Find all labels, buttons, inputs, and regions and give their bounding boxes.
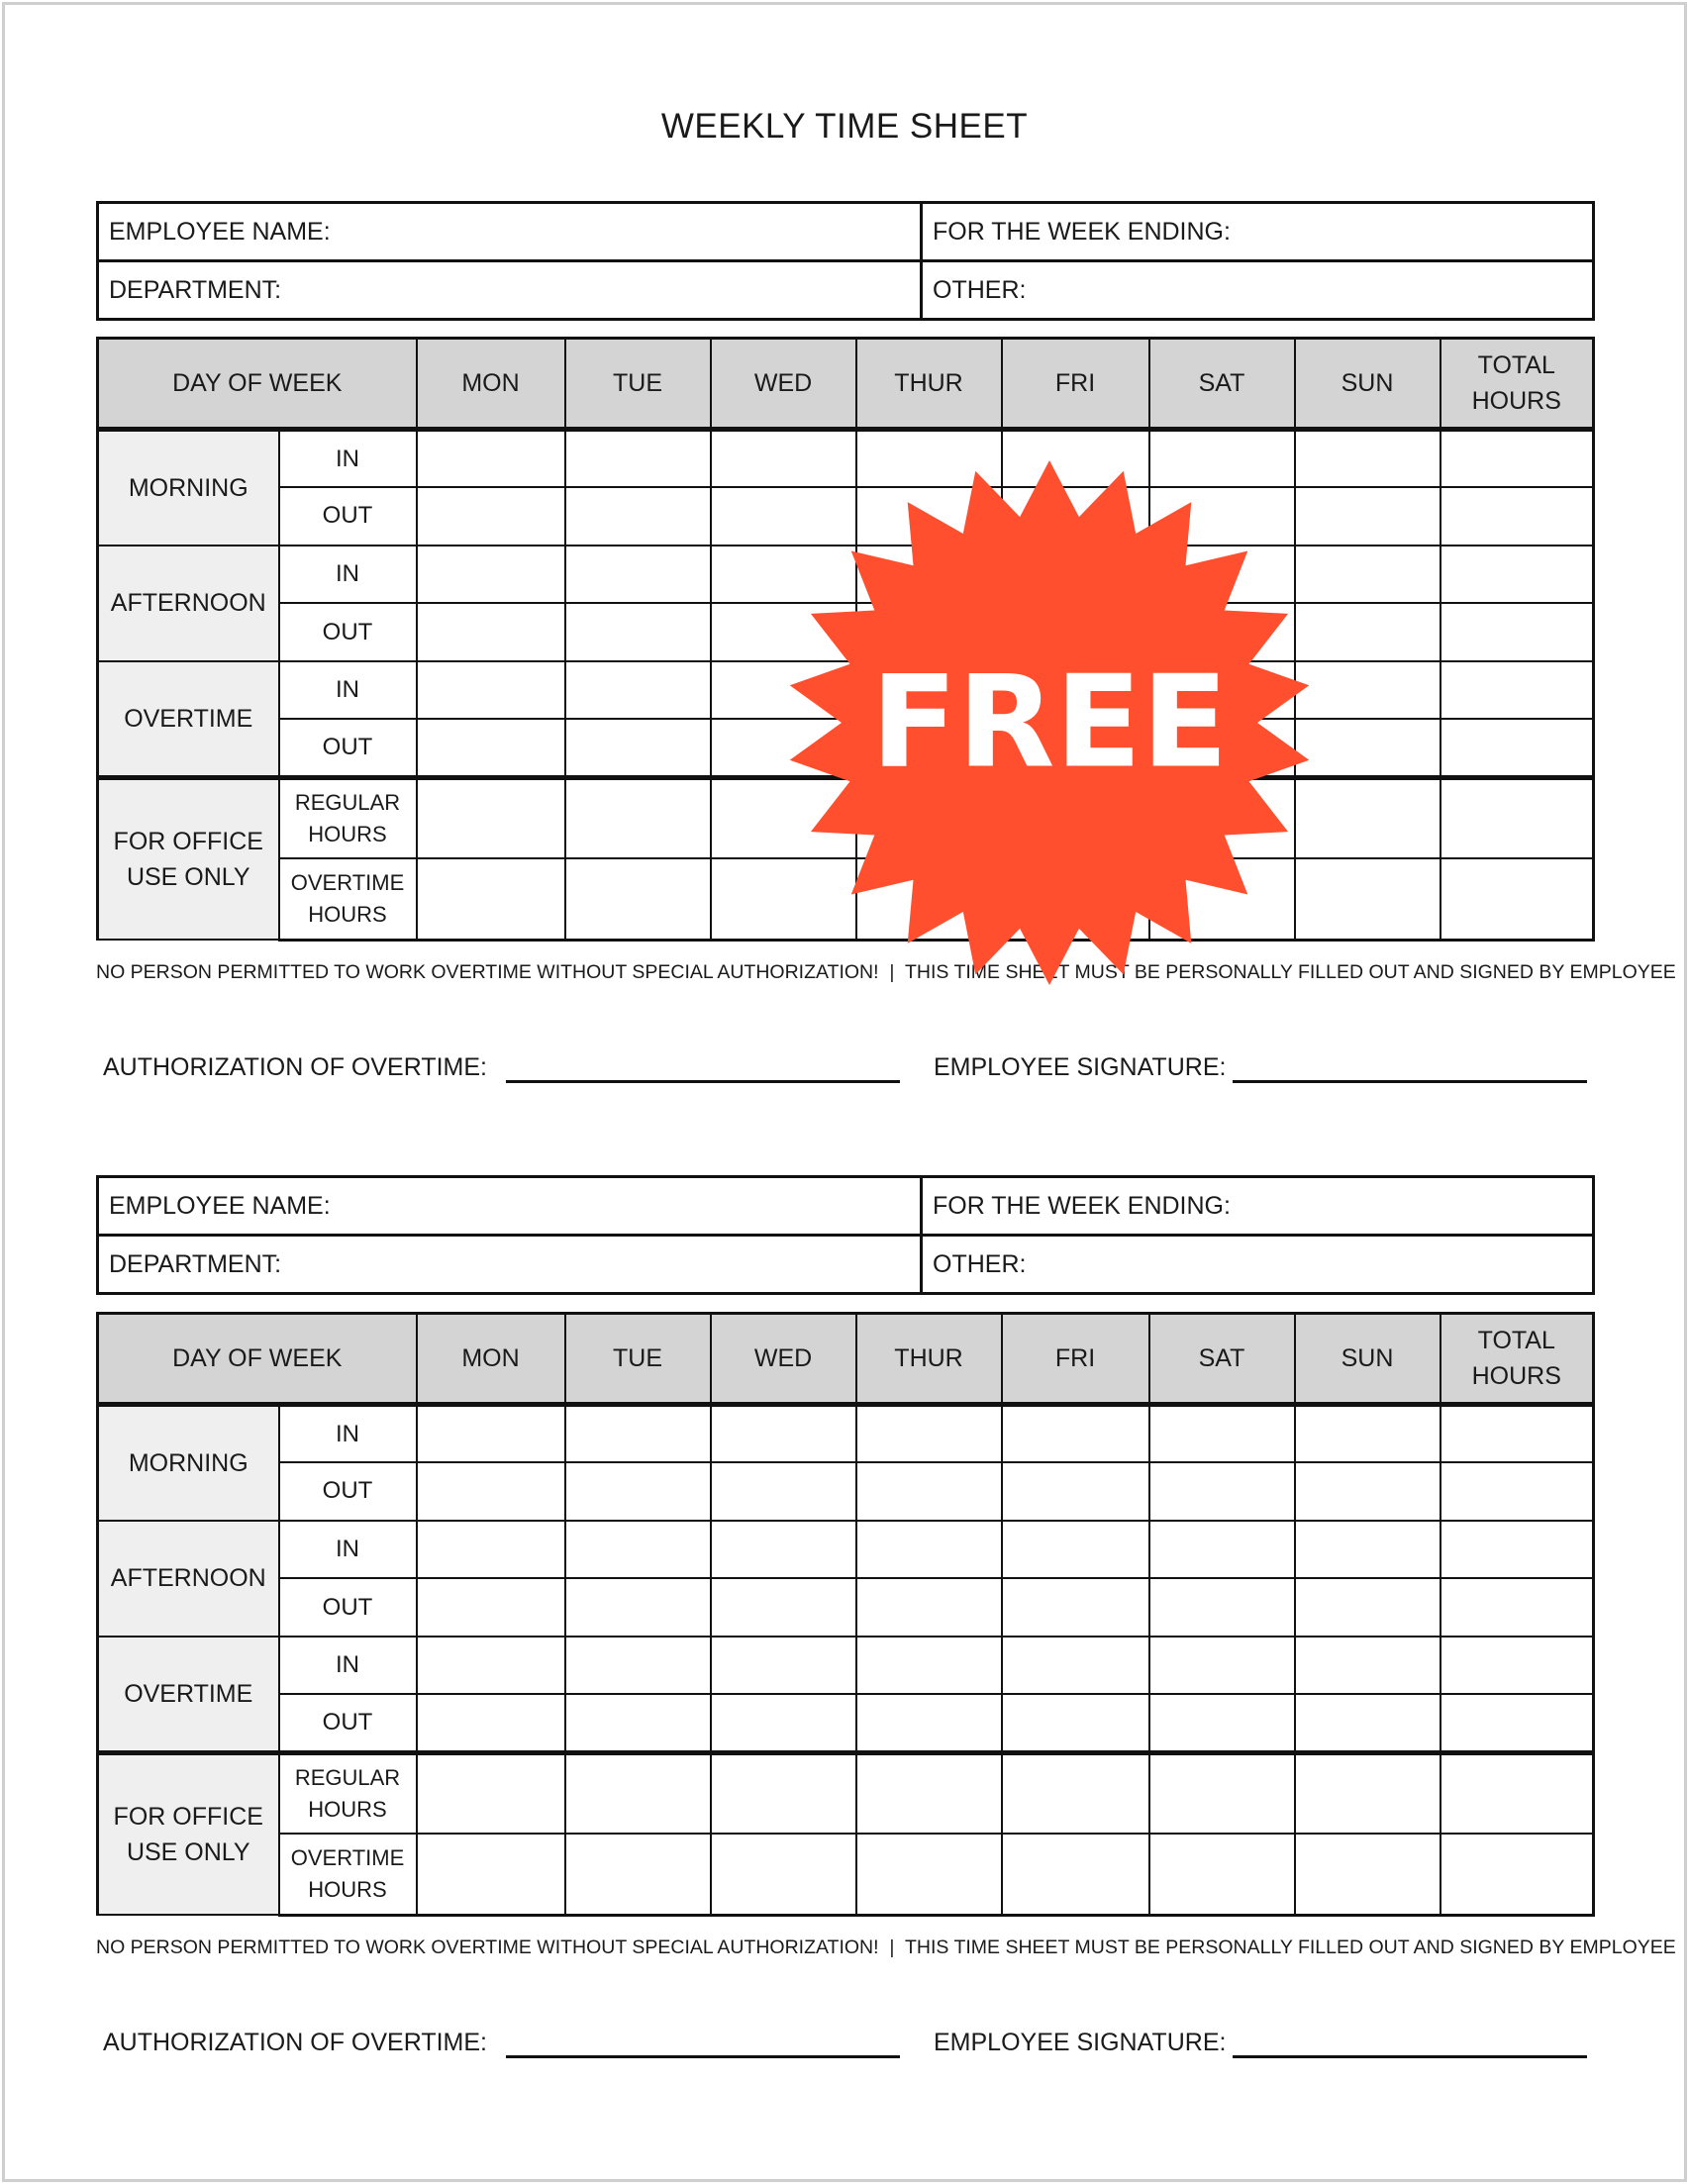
total-cell[interactable] <box>1441 1462 1594 1521</box>
regular-hours-row <box>98 1752 1594 1834</box>
afternoon-out-row <box>98 1578 1594 1637</box>
total-label: TOTAL <box>1477 1327 1555 1354</box>
hours-cell[interactable] <box>565 1834 711 1915</box>
time-cell[interactable] <box>565 430 711 488</box>
regular-line2: HOURS <box>308 821 387 846</box>
ot-hours-line2: HOURS <box>308 901 387 927</box>
time-cell[interactable] <box>1149 1462 1295 1521</box>
time-cell[interactable] <box>565 603 711 661</box>
overtime-out-row <box>98 1694 1594 1752</box>
department-label: DEPARTMENT: <box>109 275 282 304</box>
ot-hours-line2: HOURS <box>308 1876 387 1902</box>
employee-name-label: EMPLOYEE NAME: <box>109 1191 331 1220</box>
time-cell[interactable] <box>1295 1521 1441 1579</box>
time-cell[interactable] <box>417 719 565 777</box>
total-hours-header <box>1441 339 1594 430</box>
time-cell[interactable] <box>1295 1694 1441 1752</box>
time-cell[interactable] <box>1149 1637 1295 1695</box>
morning-in-row <box>98 1405 1594 1463</box>
day-of-week-header: DAY OF WEEK <box>98 339 417 430</box>
time-cell[interactable] <box>1295 1405 1441 1463</box>
time-cell[interactable] <box>711 1521 856 1579</box>
notice-part2: THIS TIME SHEET MUST BE PERSONALLY FILLED OUT AND SIGNED BY EMPLOYEE <box>904 1936 1676 1958</box>
other-label: OTHER: <box>933 275 1027 304</box>
day-header: TUE <box>565 1314 711 1405</box>
total-hours-header <box>1441 1314 1594 1405</box>
time-cell[interactable] <box>1002 1462 1149 1521</box>
time-cell[interactable] <box>565 719 711 777</box>
total-cell[interactable] <box>1441 1521 1594 1579</box>
time-cell[interactable] <box>417 487 565 546</box>
ot-hours-line1: OVERTIME <box>290 869 405 895</box>
morning-label: MORNING <box>98 430 279 546</box>
day-header: MON <box>417 339 565 430</box>
day-header: FRI <box>1002 1314 1149 1405</box>
hours-cell[interactable] <box>417 777 565 858</box>
day-header: THUR <box>856 339 1002 430</box>
page-title: WEEKLY TIME SHEET <box>660 107 1029 146</box>
hours-cell[interactable] <box>565 858 711 940</box>
total-cell[interactable] <box>1441 1752 1594 1834</box>
day-header: FRI <box>1002 339 1149 430</box>
hours-cell[interactable] <box>1002 1752 1149 1834</box>
time-cell[interactable] <box>1002 1521 1149 1579</box>
time-cell[interactable] <box>1149 1578 1295 1637</box>
office-use-line2: USE ONLY <box>126 862 250 891</box>
out-label: OUT <box>279 1694 417 1752</box>
time-cell[interactable] <box>711 1462 856 1521</box>
total-cell[interactable] <box>1441 1578 1594 1637</box>
time-cell[interactable] <box>417 546 565 604</box>
time-cell[interactable] <box>856 1405 1002 1463</box>
time-cell[interactable] <box>1002 1694 1149 1752</box>
hours-cell[interactable] <box>1295 1752 1441 1834</box>
week-ending-field[interactable] <box>922 203 1594 261</box>
time-cell[interactable] <box>565 1405 711 1463</box>
hours-cell[interactable] <box>1149 1752 1295 1834</box>
out-label: OUT <box>279 1578 417 1637</box>
free-badge-text: FREE <box>870 648 1229 797</box>
time-cell[interactable] <box>711 1405 856 1463</box>
in-label: IN <box>279 430 417 488</box>
time-cell[interactable] <box>565 1462 711 1521</box>
employee-info-table-1 <box>96 201 1595 321</box>
department-field[interactable] <box>98 1236 922 1294</box>
in-label: IN <box>279 546 417 604</box>
employee-signature-label: EMPLOYEE SIGNATURE: <box>934 1053 1227 1081</box>
total-cell[interactable] <box>1441 661 1594 720</box>
afternoon-label: AFTERNOON <box>98 1521 279 1637</box>
time-cell[interactable] <box>1002 1405 1149 1463</box>
total-cell[interactable] <box>1441 487 1594 546</box>
notice-part2: THIS TIME SHEET MUST BE PERSONALLY FILLED OUT AND SIGNED BY EMPLOYEE <box>904 961 1676 983</box>
overtime-hours-label <box>279 1834 417 1915</box>
hours-cell[interactable] <box>565 777 711 858</box>
other-field[interactable] <box>922 261 1594 320</box>
in-label: IN <box>279 1521 417 1579</box>
office-use-line1: FOR OFFICE <box>113 827 263 855</box>
notice-part1: NO PERSON PERMITTED TO WORK OVERTIME WITHOUT SPECIAL AUTHORIZATION! <box>96 1936 879 1958</box>
time-cell[interactable] <box>565 546 711 604</box>
total-cell[interactable] <box>1441 858 1594 940</box>
time-cell[interactable] <box>1149 1521 1295 1579</box>
time-cell[interactable] <box>565 1694 711 1752</box>
time-cell[interactable] <box>1149 1405 1295 1463</box>
employee-name-field[interactable] <box>98 203 922 261</box>
regular-hours-label <box>279 777 417 858</box>
time-cell[interactable] <box>565 1637 711 1695</box>
time-cell[interactable] <box>1295 1462 1441 1521</box>
notice-separator: | <box>889 1936 895 1958</box>
time-cell[interactable] <box>417 1578 565 1637</box>
week-ending-field[interactable] <box>922 1177 1594 1236</box>
overtime-in-row <box>98 1637 1594 1695</box>
hours-cell[interactable] <box>1295 1834 1441 1915</box>
regular-hours-label <box>279 1752 417 1834</box>
notice-separator: | <box>889 961 895 983</box>
hours-cell[interactable] <box>417 858 565 940</box>
out-label: OUT <box>279 487 417 546</box>
employee-name-label: EMPLOYEE NAME: <box>109 217 331 246</box>
total-cell[interactable] <box>1441 719 1594 777</box>
time-cell[interactable] <box>856 1578 1002 1637</box>
hours-cell[interactable] <box>417 1834 565 1915</box>
time-cell[interactable] <box>565 487 711 546</box>
time-cell[interactable] <box>1295 1637 1441 1695</box>
hours-cell[interactable] <box>1002 1834 1149 1915</box>
time-grid-2 <box>96 1312 1595 1917</box>
department-label: DEPARTMENT: <box>109 1249 282 1278</box>
day-header: SAT <box>1149 1314 1295 1405</box>
day-header: MON <box>417 1314 565 1405</box>
total-label: TOTAL <box>1477 351 1555 379</box>
office-use-line2: USE ONLY <box>126 1837 250 1866</box>
week-ending-label: FOR THE WEEK ENDING: <box>933 1191 1231 1220</box>
in-label: IN <box>279 1637 417 1695</box>
time-cell[interactable] <box>565 1578 711 1637</box>
time-cell[interactable] <box>417 1405 565 1463</box>
employee-signature-line[interactable] <box>1233 2055 1587 2058</box>
total-cell[interactable] <box>1441 1694 1594 1752</box>
hours-cell[interactable] <box>711 1752 856 1834</box>
out-label: OUT <box>279 719 417 777</box>
department-field[interactable] <box>98 261 922 320</box>
day-header: THUR <box>856 1314 1002 1405</box>
notice-part1: NO PERSON PERMITTED TO WORK OVERTIME WITHOUT SPECIAL AUTHORIZATION! <box>96 961 879 983</box>
total-cell[interactable] <box>1441 1637 1594 1695</box>
out-label: OUT <box>279 1462 417 1521</box>
day-header: SUN <box>1295 339 1441 430</box>
office-use-line1: FOR OFFICE <box>113 1802 263 1831</box>
in-label: IN <box>279 1405 417 1463</box>
regular-line1: REGULAR <box>294 1764 401 1790</box>
hours-label: HOURS <box>1471 387 1561 415</box>
authorization-signature-line[interactable] <box>506 2055 900 2058</box>
time-cell[interactable] <box>417 1462 565 1521</box>
time-cell[interactable] <box>417 1694 565 1752</box>
free-badge <box>782 455 1317 990</box>
out-label: OUT <box>279 603 417 661</box>
overtime-hours-label <box>279 858 417 940</box>
time-cell[interactable] <box>1149 1694 1295 1752</box>
time-cell[interactable] <box>856 1694 1002 1752</box>
afternoon-label: AFTERNOON <box>98 546 279 661</box>
morning-label: MORNING <box>98 1405 279 1521</box>
total-cell[interactable] <box>1441 1834 1594 1915</box>
time-cell[interactable] <box>856 1462 1002 1521</box>
overtime-notice <box>96 1936 1676 1959</box>
overtime-label: OVERTIME <box>98 661 279 777</box>
office-use-label <box>98 1752 279 1915</box>
regular-line1: REGULAR <box>294 789 401 815</box>
time-cell[interactable] <box>711 1578 856 1637</box>
authorization-label: AUTHORIZATION OF OVERTIME: <box>103 1053 487 1081</box>
ot-hours-line1: OVERTIME <box>290 1844 405 1870</box>
time-cell[interactable] <box>417 1637 565 1695</box>
day-header: TUE <box>565 339 711 430</box>
hours-cell[interactable] <box>417 1752 565 1834</box>
time-cell[interactable] <box>1002 1637 1149 1695</box>
regular-line2: HOURS <box>308 1796 387 1822</box>
time-cell[interactable] <box>1002 1578 1149 1637</box>
employee-name-field[interactable] <box>98 1177 922 1236</box>
overtime-hours-row <box>98 1834 1594 1915</box>
day-header: WED <box>711 1314 856 1405</box>
time-cell[interactable] <box>856 1637 1002 1695</box>
time-cell[interactable] <box>1295 1578 1441 1637</box>
total-cell[interactable] <box>1441 430 1594 488</box>
hours-cell[interactable] <box>711 1834 856 1915</box>
employee-info-table-2 <box>96 1175 1595 1295</box>
hours-cell[interactable] <box>565 1752 711 1834</box>
day-header: WED <box>711 339 856 430</box>
total-cell[interactable] <box>1441 603 1594 661</box>
time-cell[interactable] <box>711 1694 856 1752</box>
time-cell[interactable] <box>565 1521 711 1579</box>
day-of-week-header: DAY OF WEEK <box>98 1314 417 1405</box>
total-cell[interactable] <box>1441 546 1594 604</box>
day-header: SAT <box>1149 339 1295 430</box>
time-cell[interactable] <box>856 1521 1002 1579</box>
time-cell[interactable] <box>417 603 565 661</box>
in-label: IN <box>279 661 417 720</box>
time-cell[interactable] <box>417 430 565 488</box>
authorization-signature-line[interactable] <box>506 1080 900 1083</box>
time-cell[interactable] <box>417 661 565 720</box>
employee-signature-label: EMPLOYEE SIGNATURE: <box>934 2029 1227 2056</box>
hours-cell[interactable] <box>1149 1834 1295 1915</box>
time-cell[interactable] <box>565 661 711 720</box>
hours-cell[interactable] <box>856 1834 1002 1915</box>
authorization-label: AUTHORIZATION OF OVERTIME: <box>103 2029 487 2056</box>
employee-signature-line[interactable] <box>1233 1080 1587 1083</box>
time-cell[interactable] <box>417 1521 565 1579</box>
other-label: OTHER: <box>933 1249 1027 1278</box>
day-header: SUN <box>1295 1314 1441 1405</box>
hours-label: HOURS <box>1471 1362 1561 1390</box>
total-cell[interactable] <box>1441 1405 1594 1463</box>
morning-out-row <box>98 1462 1594 1521</box>
other-field[interactable] <box>922 1236 1594 1294</box>
time-cell[interactable] <box>711 1637 856 1695</box>
overtime-label: OVERTIME <box>98 1637 279 1752</box>
office-use-label <box>98 777 279 940</box>
hours-cell[interactable] <box>856 1752 1002 1834</box>
afternoon-in-row <box>98 1521 1594 1579</box>
week-ending-label: FOR THE WEEK ENDING: <box>933 217 1231 246</box>
total-cell[interactable] <box>1441 777 1594 858</box>
